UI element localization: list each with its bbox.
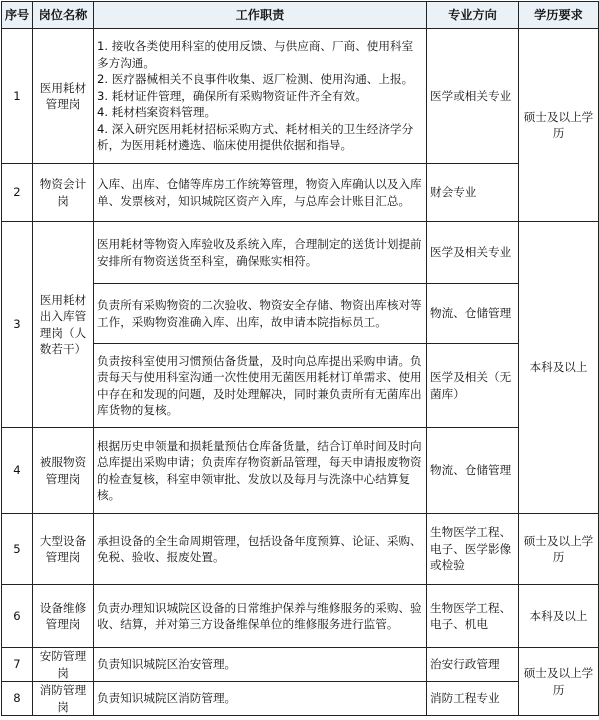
duties-cell: 入库、出库、仓储等库房工作统筹管理，物资入库确认以及入库单、发票核对，知识城院区资产入库，与总库会计账目汇总。 bbox=[94, 164, 427, 222]
post-name: 医用耗材管理岗 bbox=[33, 29, 94, 164]
table-row bbox=[2, 514, 599, 585]
table-row bbox=[2, 164, 599, 222]
table-row bbox=[2, 29, 599, 164]
table-row bbox=[2, 428, 599, 514]
education-cell: 硕士及以上学历 bbox=[519, 514, 599, 585]
duties-cell: 根据历史申领量和损耗量预估仓库备货量，结合订单时间及时向总库提出采购申请；负责库存物资新品管理，每天申请报废物资的检查复核，科室申领审批、发放以及每月与洗涤中心结算复核。 bbox=[94, 428, 427, 514]
major-cell: 财会专业 bbox=[427, 164, 519, 222]
header-education: 学历要求 bbox=[519, 2, 599, 29]
post-name: 被服物资管理岗 bbox=[33, 428, 94, 514]
major-cell: 生物医学工程、电子、医学影像或检验 bbox=[427, 514, 519, 585]
duties-cell: 承担设备的全生命周期管理，包括设备年度预算、论证、采购、免税、验收、报废处置。 bbox=[94, 514, 427, 585]
duties-cell: 负责知识城院区治安管理。 bbox=[94, 648, 427, 682]
header-duties: 工作职责 bbox=[94, 2, 427, 29]
major-cell: 治安行政管理 bbox=[427, 648, 519, 682]
row-index: 8 bbox=[2, 682, 33, 716]
post-name: 物资会计岗 bbox=[33, 164, 94, 222]
major-cell: 物流、仓储管理 bbox=[427, 284, 519, 344]
header-index: 序号 bbox=[2, 2, 33, 29]
row-index: 2 bbox=[2, 164, 33, 222]
duties-cell: 医用耗材等物资入库验收及系统入库，合理制定的送货计划提前安排所有物资送货至科室，确保账实相符。 bbox=[94, 222, 427, 284]
post-name: 大型设备管理岗 bbox=[33, 514, 94, 585]
duties-cell: 负责知识城院区消防管理。 bbox=[94, 682, 427, 716]
education-cell: 硕士及以上学历 bbox=[519, 648, 599, 716]
major-cell: 医学及相关专业 bbox=[427, 222, 519, 284]
major-cell: 生物医学工程、电子、机电 bbox=[427, 585, 519, 648]
row-index: 6 bbox=[2, 585, 33, 648]
education-cell: 本科及以上 bbox=[519, 222, 599, 514]
major-cell: 消防工程专业 bbox=[427, 682, 519, 716]
duties-cell: 负责所有采购物资的二次验收、物资安全存储、物资出库核对等工作，采购物资准确入库、出库，故申请本院指标员工。 bbox=[94, 284, 427, 344]
major-cell: 医学或相关专业 bbox=[427, 29, 519, 164]
post-name: 医用耗材出入库管理岗（人数若干） bbox=[33, 222, 94, 428]
table-row bbox=[2, 222, 599, 284]
duty-line: 2. 医疗器械相关不良事件收集、返厂检测、使用沟通、上报。 bbox=[97, 72, 414, 87]
job-positions-table bbox=[1, 1, 599, 716]
duty-line: 4. 耗材档案资料管理。 bbox=[97, 105, 217, 120]
table-row bbox=[2, 648, 599, 682]
row-index: 1 bbox=[2, 29, 33, 164]
row-index: 3 bbox=[2, 222, 33, 428]
table-row bbox=[2, 585, 599, 648]
post-name: 安防管理岗 bbox=[33, 648, 94, 682]
row-index: 4 bbox=[2, 428, 33, 514]
duties-cell: 负责按科室使用习惯预估备货量，及时向总库提出采购申请。负责每天与使用科室沟通一次性使用无菌医用耗材订单需求、使用中存在和发现的问题，及时处理解决，同时兼负责所有无菌库出库货物的复核。 bbox=[94, 344, 427, 428]
header-post: 岗位名称 bbox=[33, 2, 94, 29]
education-cell: 本科及以上 bbox=[519, 585, 599, 648]
post-name: 消防管理岗 bbox=[33, 682, 94, 716]
education-cell: 硕士及以上学历 bbox=[519, 29, 599, 222]
row-index: 7 bbox=[2, 648, 33, 682]
table-header-row bbox=[2, 2, 599, 29]
duties-cell: 负责办理知识城院区设备的日常维护保养与维修服务的采购、验收、结算，并对第三方设备维保单位的维修服务进行监管。 bbox=[94, 585, 427, 648]
row-index: 5 bbox=[2, 514, 33, 585]
header-major: 专业方向 bbox=[427, 2, 519, 29]
post-name: 设备维修管理岗 bbox=[33, 585, 94, 648]
major-cell: 物流、仓储管理 bbox=[427, 428, 519, 514]
duty-line: 1. 接收各类使用科室的使用反馈、与供应商、厂商、使用科室多方沟通。 bbox=[97, 39, 414, 70]
duty-line: 4. 深入研究医用耗材招标采购方式、耗材相关的卫生经济学分析，为医用耗材遴选、临床使用提供依据和指导。 bbox=[97, 121, 414, 153]
duties-cell bbox=[94, 29, 427, 164]
duty-line: 3. 耗材证件管理，确保所有采购物资证件齐全有效。 bbox=[97, 88, 367, 103]
major-cell: 医学及相关（无菌库） bbox=[427, 344, 519, 428]
table-row bbox=[2, 682, 599, 716]
